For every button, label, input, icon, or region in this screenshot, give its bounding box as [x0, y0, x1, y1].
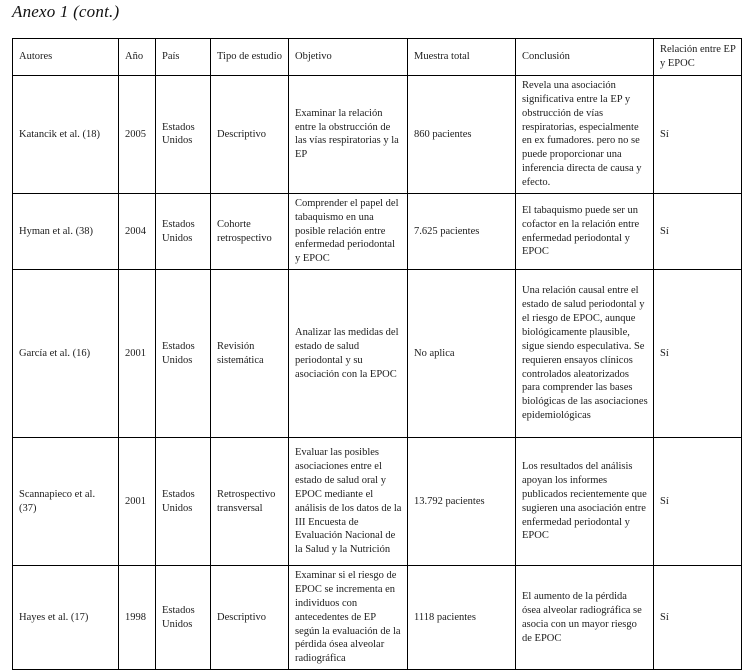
column-header-tipo-estudio: Tipo de estudio — [211, 39, 289, 76]
cell-objetivo: Evaluar las posibles asociaciones entre el estado de salud oral y EPOC mediante el análisis de los datos de la III Encuesta de Evaluación Nacional de la Salud y la Nutrición — [289, 438, 408, 566]
cell-tipo-estudio: Retrospectivo transversal — [211, 438, 289, 566]
column-header-objetivo: Objetivo — [289, 39, 408, 76]
cell-conclusion: Revela una asociación significativa entre la EP y obstrucción de vías respiratorias, especialmente en ex fumadores. pero no se puede proporcionar una inferencia directa de causa y efecto. — [516, 76, 654, 194]
cell-relacion: Sí — [654, 438, 742, 566]
cell-autores: Hayes et al. (17) — [13, 566, 119, 670]
cell-objetivo: Examinar la relación entre la obstrucción de las vías respiratorias y la EP — [289, 76, 408, 194]
column-header-ano: Año — [119, 39, 156, 76]
cell-objetivo: Examinar si el riesgo de EPOC se incrementa en individuos con antecedentes de EP según la evaluación de la pérdida ósea alveolar radiográfica — [289, 566, 408, 670]
studies-table — [12, 38, 742, 670]
table-row — [13, 566, 742, 670]
cell-autores: Katancik et al. (18) — [13, 76, 119, 194]
cell-pais: Estados Unidos — [156, 438, 211, 566]
cell-muestra-total: 7.625 pacientes — [408, 193, 516, 269]
table-header — [13, 39, 742, 76]
cell-muestra-total: 13.792 pacientes — [408, 438, 516, 566]
cell-conclusion: Los resultados del análisis apoyan los informes publicados recientemente que sugieren una asociación entre enfermedad periodontal y EPOC — [516, 438, 654, 566]
cell-pais: Estados Unidos — [156, 76, 211, 194]
cell-pais: Estados Unidos — [156, 566, 211, 670]
table-header-row — [13, 39, 742, 76]
cell-muestra-total: 1118 pacientes — [408, 566, 516, 670]
table-row — [13, 76, 742, 194]
cell-tipo-estudio: Descriptivo — [211, 76, 289, 194]
table-row — [13, 438, 742, 566]
cell-conclusion: El tabaquismo puede ser un cofactor en la relación entre enfermedad periodontal y EPOC — [516, 193, 654, 269]
cell-pais: Estados Unidos — [156, 270, 211, 438]
cell-pais: Estados Unidos — [156, 193, 211, 269]
cell-conclusion: Una relación causal entre el estado de salud periodontal y el riesgo de EPOC, aunque biológicamente plausible, sigue siendo especulativa. Se requieren ensayos clínicos controlados aleatorizados para comprender las bases biológicas de las asociaciones epidemiológicas — [516, 270, 654, 438]
table-row — [13, 193, 742, 269]
column-header-autores: Autores — [13, 39, 119, 76]
cell-ano: 2001 — [119, 438, 156, 566]
cell-muestra-total: 860 pacientes — [408, 76, 516, 194]
column-header-relacion: Relación entre EP y EPOC — [654, 39, 742, 76]
cell-objetivo: Comprender el papel del tabaquismo en una posible relación entre enfermedad periodontal y EPOC — [289, 193, 408, 269]
cell-tipo-estudio: Revisión sistemática — [211, 270, 289, 438]
cell-tipo-estudio: Descriptivo — [211, 566, 289, 670]
cell-relacion: Sí — [654, 76, 742, 194]
column-header-muestra-total: Muestra total — [408, 39, 516, 76]
cell-conclusion: El aumento de la pérdida ósea alveolar radiográfica se asocia con un mayor riesgo de EPOC — [516, 566, 654, 670]
cell-ano: 2004 — [119, 193, 156, 269]
table-body — [13, 76, 742, 670]
cell-objetivo: Analizar las medidas del estado de salud periodontal y su asociación con la EPOC — [289, 270, 408, 438]
cell-relacion: Sí — [654, 566, 742, 670]
cell-relacion: Sí — [654, 193, 742, 269]
cell-ano: 1998 — [119, 566, 156, 670]
cell-tipo-estudio: Cohorte retrospectivo — [211, 193, 289, 269]
cell-ano: 2005 — [119, 76, 156, 194]
page-title: Anexo 1 (cont.) — [12, 2, 120, 21]
cell-ano: 2001 — [119, 270, 156, 438]
cell-autores: Scannapieco et al. (37) — [13, 438, 119, 566]
cell-relacion: Sí — [654, 270, 742, 438]
studies-table-container — [12, 38, 741, 670]
column-header-pais: País — [156, 39, 211, 76]
column-header-conclusion: Conclusión — [516, 39, 654, 76]
table-row — [13, 270, 742, 438]
cell-autores: García et al. (16) — [13, 270, 119, 438]
cell-muestra-total: No aplica — [408, 270, 516, 438]
cell-autores: Hyman et al. (38) — [13, 193, 119, 269]
